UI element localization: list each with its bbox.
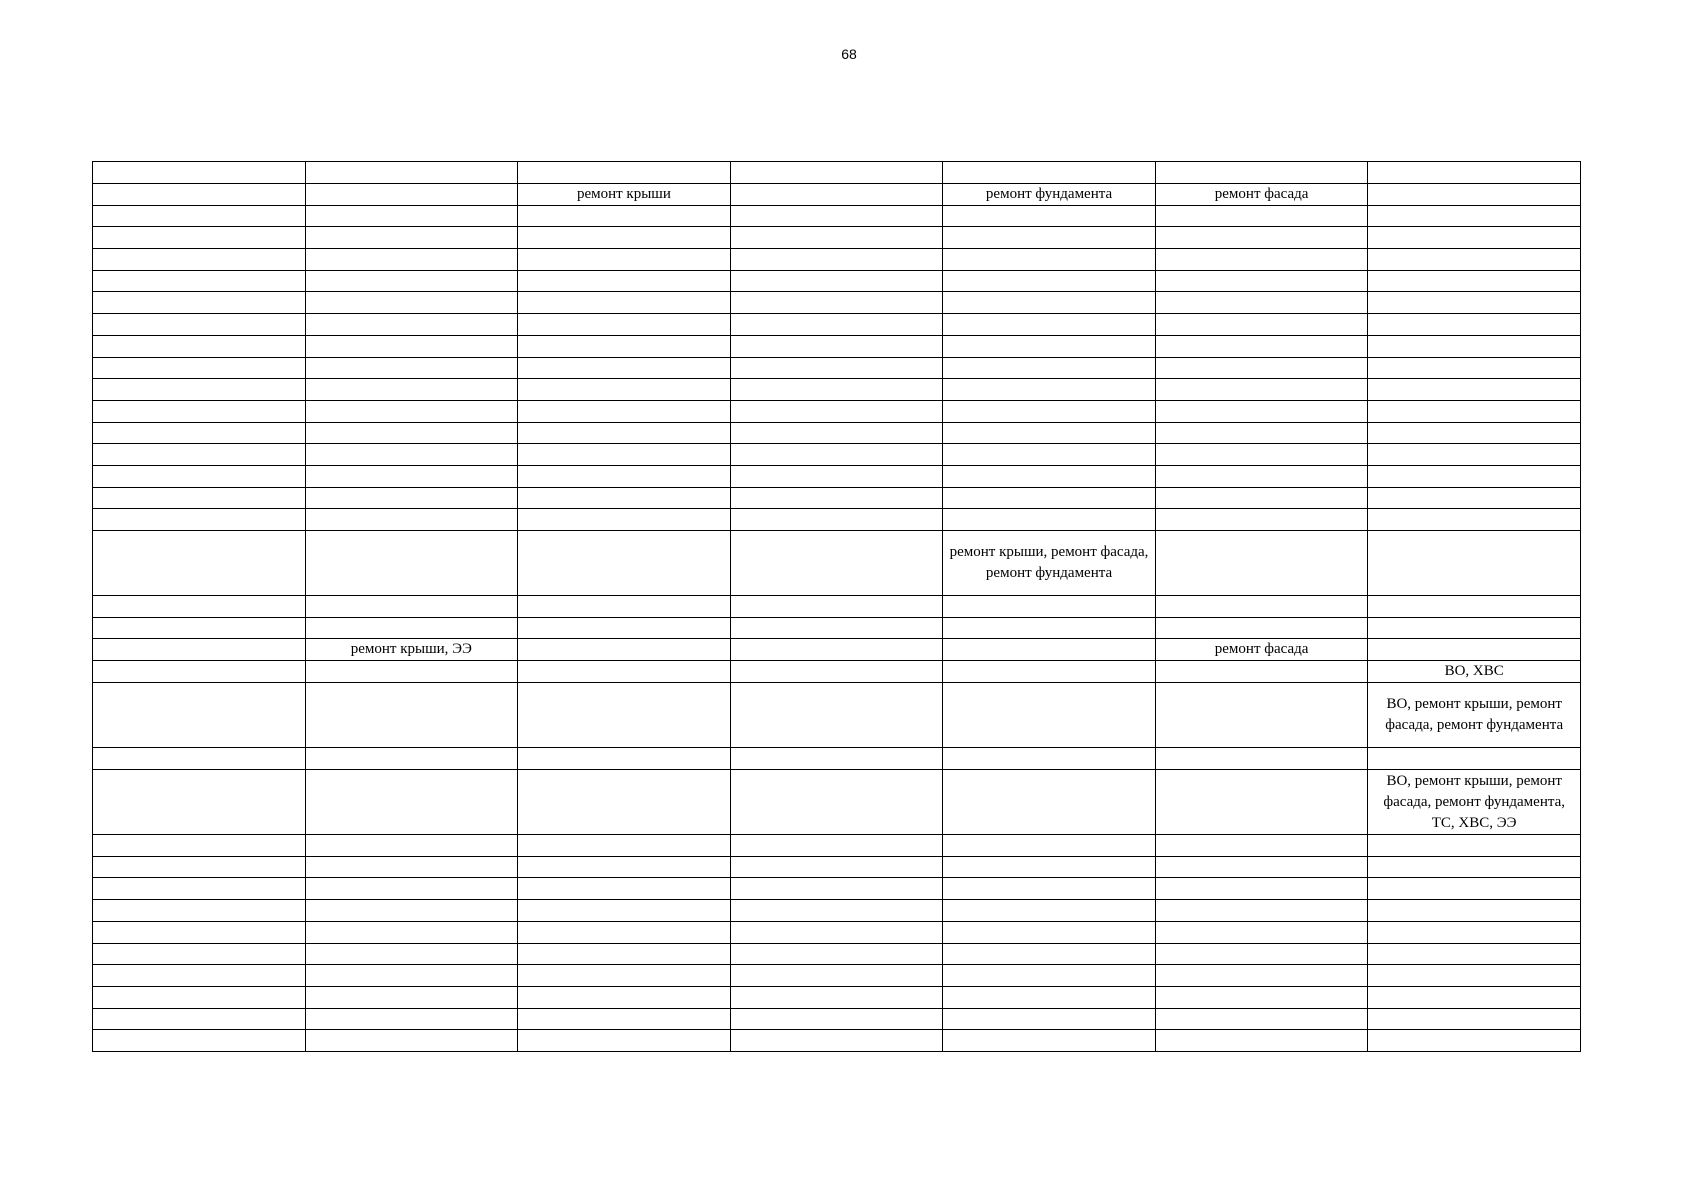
- table-cell: [1155, 856, 1368, 878]
- table-cell: [943, 1008, 1156, 1030]
- table-cell: [93, 878, 306, 900]
- table-cell: [305, 965, 518, 987]
- table-cell: [1368, 748, 1581, 770]
- table-cell: [305, 357, 518, 379]
- table-row: [93, 986, 1581, 1008]
- table-cell: [518, 878, 731, 900]
- table-cell: [93, 292, 306, 314]
- table-cell: [305, 314, 518, 336]
- table-cell: [1155, 162, 1368, 184]
- table-cell: [93, 683, 306, 748]
- table-cell: [518, 292, 731, 314]
- table-cell: [943, 900, 1156, 922]
- table-cell: [730, 1030, 943, 1052]
- table-cell: [93, 357, 306, 379]
- table-cell: [305, 856, 518, 878]
- table-cell: [1155, 1030, 1368, 1052]
- table-cell: [305, 900, 518, 922]
- table-cell: [305, 835, 518, 857]
- table-cell: [1368, 379, 1581, 401]
- table-cell: [943, 379, 1156, 401]
- table-cell: [730, 422, 943, 444]
- table-cell: [1368, 335, 1581, 357]
- table-cell: [1155, 465, 1368, 487]
- table-cell: [1155, 379, 1368, 401]
- table-cell: [1155, 205, 1368, 227]
- table-cell: [93, 205, 306, 227]
- table-cell: [943, 770, 1156, 835]
- table-cell: [93, 183, 306, 205]
- table-cell: [518, 205, 731, 227]
- table-cell: [518, 748, 731, 770]
- table-cell: [730, 379, 943, 401]
- table-cell: [93, 379, 306, 401]
- table-cell: [305, 487, 518, 509]
- table-cell: [518, 379, 731, 401]
- table-row: [93, 900, 1581, 922]
- table-cell: [93, 661, 306, 683]
- table-cell: [1368, 205, 1581, 227]
- table-cell: [1368, 1008, 1581, 1030]
- table-cell: [305, 921, 518, 943]
- table-cell: [730, 639, 943, 661]
- table-cell: [1368, 921, 1581, 943]
- table-cell: [305, 943, 518, 965]
- table-cell: ремонт крыши: [518, 183, 731, 205]
- table-row: [93, 965, 1581, 987]
- table-cell: [943, 878, 1156, 900]
- table-cell: [93, 617, 306, 639]
- table-cell: [518, 661, 731, 683]
- table-cell: [943, 921, 1156, 943]
- table-cell: [730, 531, 943, 596]
- table-cell: [305, 531, 518, 596]
- table-cell: [93, 1008, 306, 1030]
- table-cell: [93, 900, 306, 922]
- table-cell: [1155, 770, 1368, 835]
- table-row: [93, 748, 1581, 770]
- table-cell: [1368, 444, 1581, 466]
- table-cell: [1368, 1030, 1581, 1052]
- table-cell: [93, 465, 306, 487]
- table-row: [93, 835, 1581, 857]
- table-cell: [305, 1030, 518, 1052]
- table-cell: [518, 249, 731, 271]
- table-cell: [305, 509, 518, 531]
- table-cell: [518, 965, 731, 987]
- table-cell: [93, 965, 306, 987]
- table-cell: [943, 943, 1156, 965]
- table-row: [93, 487, 1581, 509]
- table-cell: [1155, 314, 1368, 336]
- table-cell: [518, 465, 731, 487]
- table-cell: [305, 596, 518, 618]
- table-cell: ремонт фундамента: [943, 183, 1156, 205]
- table-cell: ВО, ремонт крыши, ремонт фасада, ремонт фундамента, ТС, ХВС, ЭЭ: [1368, 770, 1581, 835]
- table-row: [93, 249, 1581, 271]
- table-cell: [518, 683, 731, 748]
- table-cell: [943, 465, 1156, 487]
- table-cell: [943, 249, 1156, 271]
- table-row: [93, 770, 1581, 835]
- table-row: [93, 683, 1581, 748]
- table-row: [93, 422, 1581, 444]
- table-cell: [305, 249, 518, 271]
- table-cell: [305, 292, 518, 314]
- table-cell: [93, 986, 306, 1008]
- table-cell: [1368, 314, 1581, 336]
- table-cell: [1155, 1008, 1368, 1030]
- table-cell: [1155, 270, 1368, 292]
- table-cell: [730, 878, 943, 900]
- table-cell: [93, 509, 306, 531]
- table-cell: [730, 617, 943, 639]
- table-row: [93, 639, 1581, 661]
- table-cell: [943, 292, 1156, 314]
- table-cell: [1155, 444, 1368, 466]
- table-row: [93, 856, 1581, 878]
- table-cell: [1155, 531, 1368, 596]
- table-cell: [518, 400, 731, 422]
- table-cell: [730, 487, 943, 509]
- table-cell: [518, 531, 731, 596]
- table-cell: [1368, 900, 1581, 922]
- table-cell: [730, 335, 943, 357]
- table-cell: [943, 357, 1156, 379]
- table-cell: [730, 205, 943, 227]
- table-cell: [1155, 509, 1368, 531]
- table-cell: [1155, 487, 1368, 509]
- table-cell: [93, 639, 306, 661]
- table-cell: [1155, 249, 1368, 271]
- table-cell: [1368, 943, 1581, 965]
- table-cell: [943, 162, 1156, 184]
- table-cell: [730, 509, 943, 531]
- table-row: [93, 531, 1581, 596]
- table-cell: [1368, 357, 1581, 379]
- table-cell: [518, 835, 731, 857]
- table-cell: [518, 639, 731, 661]
- table-cell: [730, 465, 943, 487]
- table-cell: [1368, 509, 1581, 531]
- table-row: [93, 183, 1581, 205]
- table-cell: [93, 596, 306, 618]
- table-cell: [1368, 292, 1581, 314]
- table-cell: [1155, 943, 1368, 965]
- table-cell: [730, 183, 943, 205]
- table-cell: [518, 856, 731, 878]
- table-cell: [943, 205, 1156, 227]
- table-cell: [730, 292, 943, 314]
- table-cell: [518, 509, 731, 531]
- table-cell: [730, 900, 943, 922]
- table-cell: [518, 162, 731, 184]
- table-cell: [943, 1030, 1156, 1052]
- table-row: [93, 617, 1581, 639]
- table-cell: [1155, 422, 1368, 444]
- table-row: [93, 1008, 1581, 1030]
- table-row: [93, 661, 1581, 683]
- table-cell: [1368, 227, 1581, 249]
- table-row: [93, 943, 1581, 965]
- table-cell: [1368, 878, 1581, 900]
- table-cell: [1155, 335, 1368, 357]
- table-row: [93, 205, 1581, 227]
- table-cell: [1155, 292, 1368, 314]
- table-cell: [1368, 270, 1581, 292]
- table-cell: [305, 986, 518, 1008]
- table-cell: [93, 856, 306, 878]
- table-cell: [730, 683, 943, 748]
- table-cell: ВО, ХВС: [1368, 661, 1581, 683]
- table-cell: [730, 444, 943, 466]
- table-row: [93, 357, 1581, 379]
- table-cell: [518, 986, 731, 1008]
- table-cell: [1368, 639, 1581, 661]
- table-cell: [730, 596, 943, 618]
- table-cell: [518, 921, 731, 943]
- table-cell: [305, 465, 518, 487]
- table-cell: [518, 227, 731, 249]
- table-cell: [730, 965, 943, 987]
- table-cell: [943, 596, 1156, 618]
- table-cell: [730, 921, 943, 943]
- table-body: [93, 162, 1581, 1052]
- table-cell: ремонт фасада: [1155, 639, 1368, 661]
- table-cell: [93, 748, 306, 770]
- table-cell: [93, 444, 306, 466]
- table-cell: ремонт фасада: [1155, 183, 1368, 205]
- table-cell: [1155, 357, 1368, 379]
- table-row: [93, 162, 1581, 184]
- table-cell: [93, 249, 306, 271]
- table-cell: [943, 986, 1156, 1008]
- table-cell: [943, 487, 1156, 509]
- table-cell: [943, 335, 1156, 357]
- table-cell: [730, 943, 943, 965]
- table-cell: [730, 270, 943, 292]
- table-cell: [305, 205, 518, 227]
- table-row: [93, 465, 1581, 487]
- table-cell: [93, 162, 306, 184]
- table-cell: [730, 400, 943, 422]
- table-cell: [943, 965, 1156, 987]
- table-row: [93, 270, 1581, 292]
- table-cell: [1155, 683, 1368, 748]
- table-cell: [1368, 162, 1581, 184]
- table-cell: [943, 856, 1156, 878]
- table-cell: [943, 314, 1156, 336]
- table-cell: [93, 1030, 306, 1052]
- page-number: 68: [841, 46, 857, 62]
- table-cell: [730, 227, 943, 249]
- table-row: [93, 400, 1581, 422]
- table-cell: [1368, 596, 1581, 618]
- table-cell: [1155, 965, 1368, 987]
- table-cell: [93, 770, 306, 835]
- table-cell: [1368, 249, 1581, 271]
- table-cell: [1368, 400, 1581, 422]
- table-cell: [305, 270, 518, 292]
- table-row: [93, 444, 1581, 466]
- table-cell: [93, 335, 306, 357]
- table-cell: [518, 617, 731, 639]
- table-row: [93, 335, 1581, 357]
- table-cell: [943, 444, 1156, 466]
- table-cell: [943, 835, 1156, 857]
- table-cell: [730, 357, 943, 379]
- table-cell: [518, 596, 731, 618]
- table-cell: [305, 335, 518, 357]
- table-cell: [518, 770, 731, 835]
- table-cell: [305, 183, 518, 205]
- table-cell: [943, 748, 1156, 770]
- table-cell: [943, 639, 1156, 661]
- table-row: [93, 509, 1581, 531]
- table-cell: [1368, 465, 1581, 487]
- table-cell: [1155, 400, 1368, 422]
- table-cell: [1368, 986, 1581, 1008]
- table-cell: [518, 270, 731, 292]
- table-cell: [943, 617, 1156, 639]
- data-table: [92, 161, 1581, 1052]
- table-cell: [1155, 748, 1368, 770]
- table-cell: [1368, 856, 1581, 878]
- table-row: [93, 1030, 1581, 1052]
- table-cell: [518, 444, 731, 466]
- table-cell: [305, 227, 518, 249]
- table-row: [93, 292, 1581, 314]
- table-cell: [1155, 900, 1368, 922]
- table-cell: [93, 227, 306, 249]
- table-cell: [943, 227, 1156, 249]
- table-cell: ремонт крыши, ремонт фасада, ремонт фундамента: [943, 531, 1156, 596]
- table-row: [93, 227, 1581, 249]
- table-row: [93, 878, 1581, 900]
- table-cell: [730, 162, 943, 184]
- table-cell: [305, 683, 518, 748]
- table-cell: [1368, 965, 1581, 987]
- table-cell: [518, 314, 731, 336]
- table-cell: [518, 943, 731, 965]
- table-cell: [305, 617, 518, 639]
- table-cell: [730, 249, 943, 271]
- table-cell: [93, 487, 306, 509]
- table-cell: [1155, 227, 1368, 249]
- table-cell: [518, 422, 731, 444]
- table-cell: [305, 748, 518, 770]
- table-cell: [305, 661, 518, 683]
- table-cell: [518, 1030, 731, 1052]
- table-cell: [1155, 878, 1368, 900]
- table-cell: [943, 422, 1156, 444]
- table-cell: [518, 1008, 731, 1030]
- table-cell: [1155, 617, 1368, 639]
- table-cell: [93, 943, 306, 965]
- table-cell: [305, 162, 518, 184]
- table-cell: [1368, 422, 1581, 444]
- table-cell: ВО, ремонт крыши, ремонт фасада, ремонт фундамента: [1368, 683, 1581, 748]
- table-cell: [305, 770, 518, 835]
- table-cell: [305, 444, 518, 466]
- table-cell: [730, 856, 943, 878]
- table-cell: [305, 1008, 518, 1030]
- table-cell: [730, 835, 943, 857]
- table-cell: [730, 748, 943, 770]
- table-cell: [93, 835, 306, 857]
- table-cell: [730, 314, 943, 336]
- table-cell: [1368, 531, 1581, 596]
- table-cell: [305, 400, 518, 422]
- table-cell: [1368, 183, 1581, 205]
- table-cell: [1155, 596, 1368, 618]
- table-cell: [518, 335, 731, 357]
- table-cell: [943, 683, 1156, 748]
- table-cell: ремонт крыши, ЭЭ: [305, 639, 518, 661]
- table-cell: [93, 422, 306, 444]
- table-cell: [1368, 617, 1581, 639]
- table-cell: [1368, 835, 1581, 857]
- table-cell: [730, 1008, 943, 1030]
- table-cell: [730, 770, 943, 835]
- table-cell: [93, 531, 306, 596]
- table-cell: [305, 379, 518, 401]
- table-row: [93, 921, 1581, 943]
- table-cell: [93, 314, 306, 336]
- table-cell: [943, 400, 1156, 422]
- table-cell: [943, 509, 1156, 531]
- table-cell: [1155, 661, 1368, 683]
- table-cell: [518, 900, 731, 922]
- table-cell: [943, 270, 1156, 292]
- table-cell: [518, 357, 731, 379]
- table-cell: [1155, 921, 1368, 943]
- table-cell: [1368, 487, 1581, 509]
- table-row: [93, 379, 1581, 401]
- table-cell: [730, 986, 943, 1008]
- table-cell: [305, 878, 518, 900]
- table-cell: [1155, 835, 1368, 857]
- table-cell: [93, 400, 306, 422]
- table-cell: [93, 270, 306, 292]
- table-cell: [93, 921, 306, 943]
- table-cell: [518, 487, 731, 509]
- table-cell: [730, 661, 943, 683]
- table-cell: [305, 422, 518, 444]
- table-cell: [1155, 986, 1368, 1008]
- table-row: [93, 314, 1581, 336]
- table-row: [93, 596, 1581, 618]
- table-cell: [943, 661, 1156, 683]
